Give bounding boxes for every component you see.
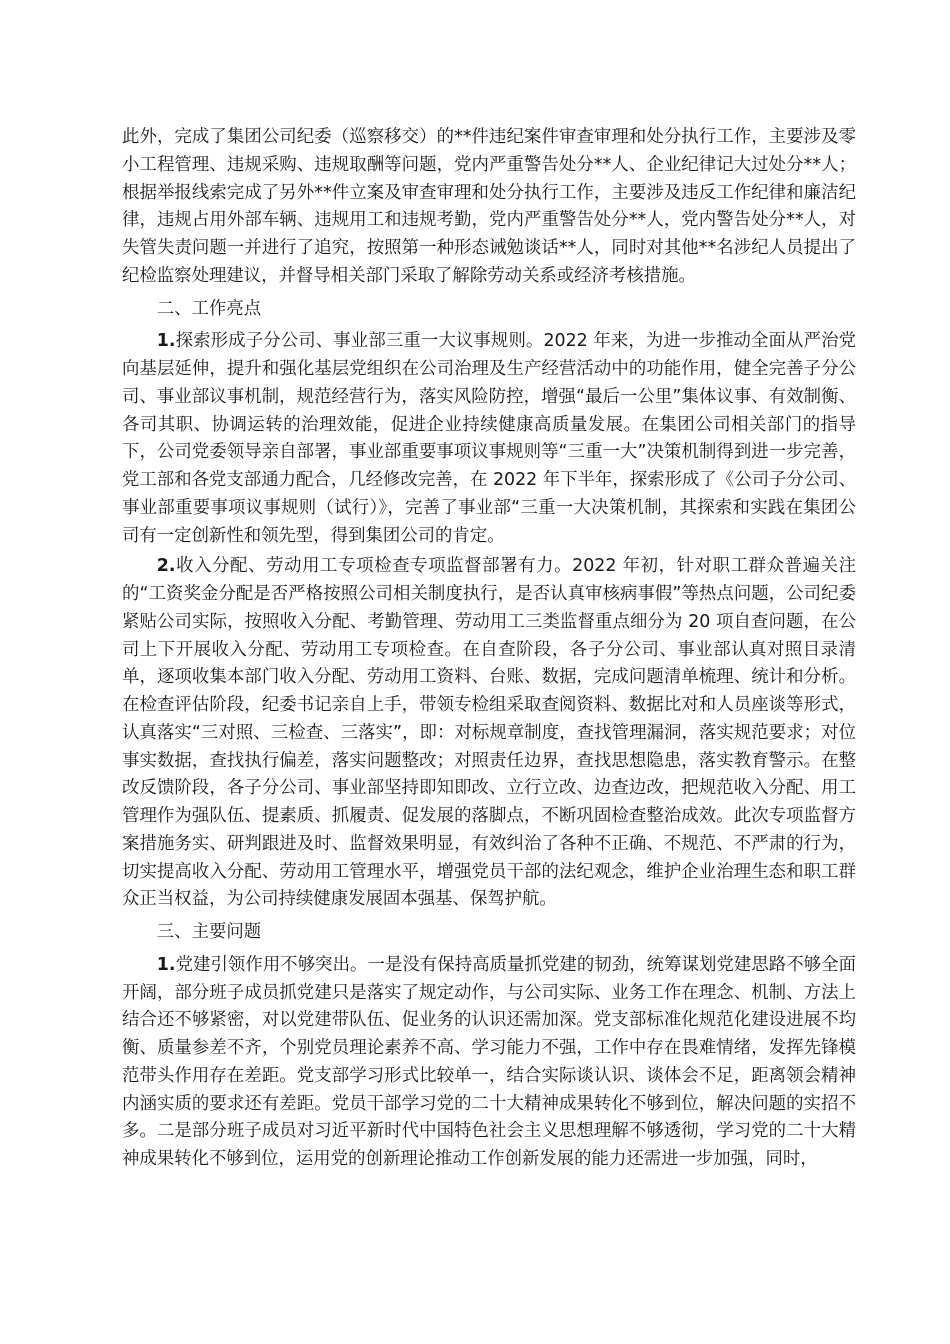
- problem-1-text: 党建引领作用不够突出。一是没有保持高质量抓党建的韧劲，统筹谋划党建思路不够全面开阔，部分班子成员抓党建只是落实了规定动作，与公司实际、业务工作在理念、机制、方法上结合还不够紧密，对以党建带队伍、促业务的认识还需加深。党支部标准化规范化建设进展不均衡、质量参差不齐，个别党员理论素养不高、学习能力不强，工作中存在畏难情绪，发挥先锋模范带头作用存在差距。党支部学习形式比较单一，结合实际谈认识、谈体会不足，距离领会精神内涵实质的要求还有差距。党员干部学习党的二十大精神成果转化不够到位，解决问题的实招不多。二是部分班子成员对习近平新时代中国特色社会主义思想理解不够透彻，学习党的二十大精神成果转化不够到位，运用党的创新理论推动工作创新发展的能力还需进一步加强，同时，: [122, 954, 856, 1169]
- highlight-1-text: 探索形成子分公司、事业部三重一大议事规则。2022 年来，为进一步推动全面从严治党向基层延伸，提升和强化基层党组织在公司治理及生产经营活动中的功能作用，健全完善子分公司、事业部议事机制，规范经营行为，落实风险防控，增强“最后一公里”集体议事、有效制衡、各司其职、协调运转的治理效能，促进企业持续健康高质量发展。在集团公司相关部门的指导下，公司党委领导亲自部署，事业部重要事项议事规则等“三重一大”决策机制得到进一步完善，党工部和各党支部通力配合，几经修改完善，在 2022 年下半年，探索形成了《公司子分公司、事业部重要事项议事规则（试行）》，完善了事业部“三重一大决策机制，其探索和实践在集团公司有一定创新性和领先型，得到集团公司的肯定。: [122, 331, 856, 546]
- problem-1-number: 1.: [156, 954, 176, 975]
- highlight-item-1: [122, 328, 856, 550]
- highlight-item-2: [122, 553, 856, 914]
- highlight-2-text: 收入分配、劳动用工专项检查专项监督部署有力。2022 年初，针对职工群众普遍关注的“工资奖金分配是否严格按照公司相关制度执行，是否认真审核病事假”等热点问题，公司纪委紧贴公司实际，按照收入分配、考勤管理、劳动用工三类监督重点细分为 20 项自查问题，在公司上下开展收入分配、劳动用工专项检查。在自查阶段，各子分公司、事业部认真对照目录清单，逐项收集本部门收入分配、劳动用工资料、台账、数据，完成问题清单梳理、统计和分析。在检查评估阶段，纪委书记亲自上手，带领专检组采取查阅资料、数据比对和人员座谈等形式，认真落实“三对照、三检查、三落实”，即：对标规章制度，查找管理漏洞，落实规范要求；对位事实数据，查找执行偏差，落实问题整改；对照责任边界，查找思想隐患，落实教育警示。在整改反馈阶段，各子分公司、事业部坚持即知即改、立行立改、边查边改，把规范收入分配、用工管理作为强队伍、提素质、抓履责、促发展的落脚点，不断巩固检查整治成效。此次专项监督方案措施务实、研判跟进及时、监督效果明显，有效纠治了各种不正确、不规范、不严肃的行为，切实提高收入分配、劳动用工管理水平，增强党员干部的法纪观念，维护企业治理生态和职工群众正当权益，为公司持续健康发展固本强基、保驾护航。: [122, 556, 856, 910]
- section-heading-highlights: 二、工作亮点: [156, 298, 262, 319]
- highlight-2-number: 2.: [156, 556, 176, 577]
- intro-paragraph: 此外，完成了集团公司纪委（巡察移交）的**件违纪案件审查审理和处分执行工作，主要涉及零小工程管理、违规采购、违规取酬等问题，党内严重警告处分**人、企业纪律记大过处分**人；根据举报线索完成了另外**件立案及审查审理和处分执行工作，主要涉及违反工作纪律和廉洁纪律，违规占用外部车辆、违规用工和违规考勤，党内严重警告处分**人，党内警告处分**人，对失管失责问题一并进行了追究，按照第一种形态诫勉谈话**人，同时对其他**名涉纪人员提出了纪检监察处理建议，并督导相关部门采取了解除劳动关系或经济考核措施。: [122, 127, 856, 286]
- problem-item-1: [122, 952, 856, 1174]
- section-heading-problems: 三、主要问题: [156, 922, 262, 942]
- highlight-1-number: 1.: [156, 331, 176, 352]
- document-page: [122, 124, 856, 1174]
